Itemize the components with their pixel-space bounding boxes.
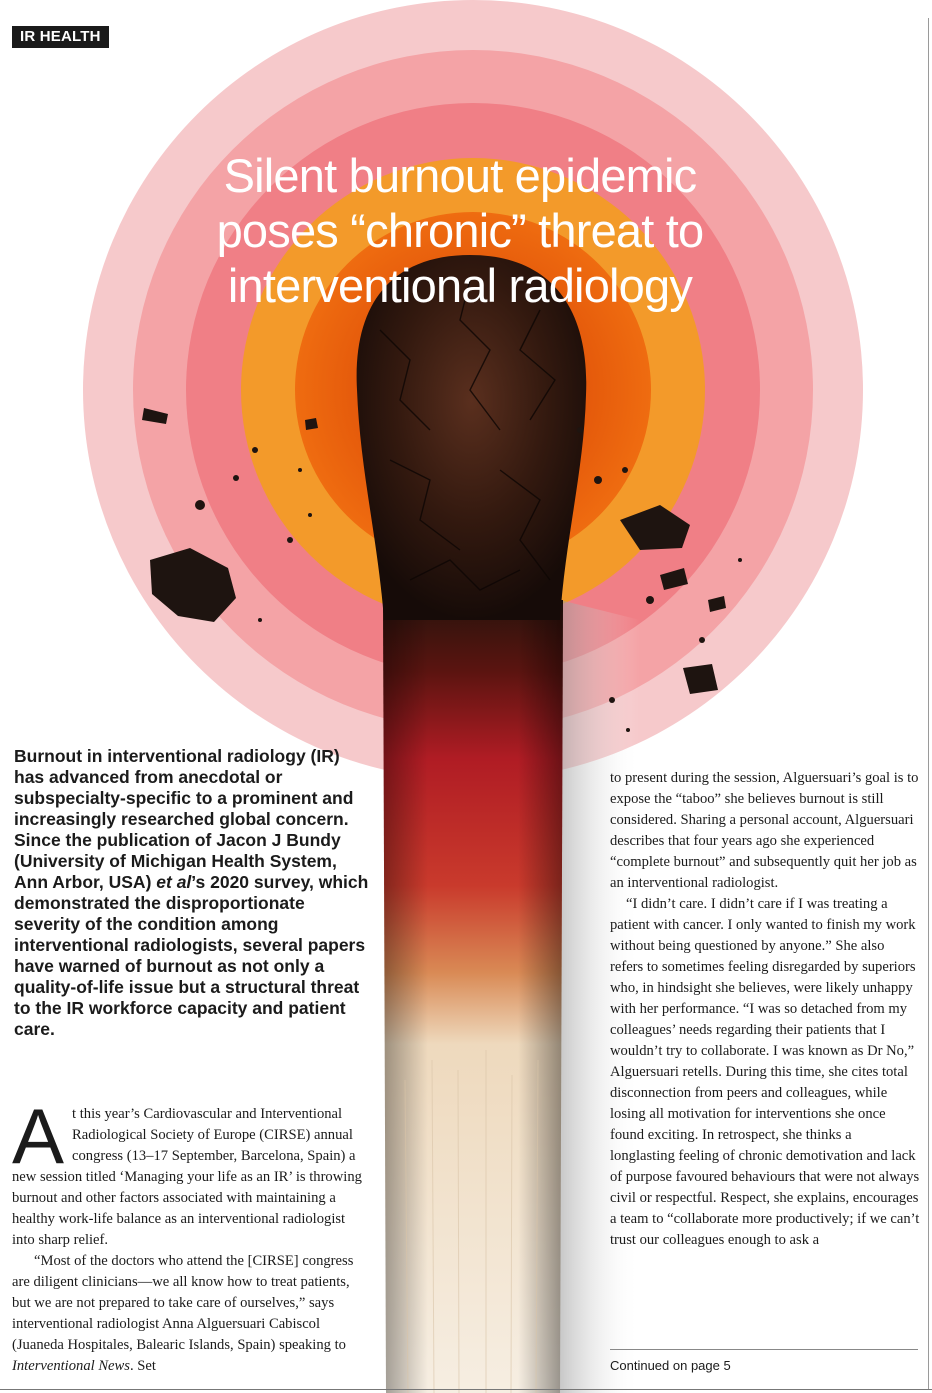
body-paragraph <box>12 1092 370 1251</box>
continued-rule <box>610 1349 918 1350</box>
standfirst-text-end: ’s 2020 survey, which demonstrated the disproportionate severity of the condition among interventional radiologists, several papers have warned of burnout as not only a quality-of-life issue but a structural threat to the IR workforce capacity and patient care. <box>14 872 369 1039</box>
drop-cap: A <box>12 1092 65 1180</box>
body-paragraph: “I didn’t care. I didn’t care if I was treating a patient with cancer. I only wanted to finish my work without being questioned by anyone.” She also refers to sometimes feeling disregarded by superiors who, in hindsight she believes, were likely unhappy with her performance. “I was so detached from my colleagues’ needs regarding their patients that I wouldn’t try to collaborate. I was known as Dr No,” Alguersuari retells. During this time, she cites total disconnection from peers and colleagues, while losing all motivation for interventions she once found exciting. In retrospect, she thinks a longlasting feeling of chronic demotivation and lack of purpose favoured behaviours that were not always civil or respectful. Respect, she explains, encourages a team to “collaborate more productively; if we can’t trust our colleagues enough to ask a <box>610 896 920 1248</box>
publication-name: Interventional News <box>12 1358 130 1374</box>
body-paragraph-text: “Most of the doctors who attend the [CIRSE] congress are diligent clinicians—we all know how to treat patients, but we are not prepared to take care of ourselves,” says interventional radiologist Anna Alguersuari Cabiscol (Juaneda Hospitales, Balearic Islands, Spain) speaking to <box>12 1253 354 1353</box>
body-column-right <box>610 768 920 1251</box>
page-bottom-rule <box>0 1389 932 1390</box>
section-tag: IR HEALTH <box>12 26 109 48</box>
headline: Silent burnout epidemic poses “chronic” threat to interventional radiology <box>216 149 704 312</box>
body-paragraph-text: t this year’s Cardiovascular and Interventional Radiological Society of Europe (CIRSE) annual congress (13–17 September, Barcelona, Spain) a new session titled ‘Managing your life as an IR’ is throwing burnout and other factors associated with maintaining a healthy work-life balance as an interventional radiologist into sharp relief. <box>12 1106 362 1248</box>
body-column-left <box>12 1092 370 1377</box>
standfirst-italic: et al <box>156 872 192 892</box>
body-paragraph: to present during the session, Alguersuari’s goal is to expose the “taboo” she believes burnout is still considered. Sharing a personal account, Alguersuari describes that four years ago she experienced “complete burnout” and subsequently quit her job as an interventional radiologist. <box>610 770 919 891</box>
continued-on-page-link[interactable]: Continued on page 5 <box>610 1358 731 1373</box>
standfirst-text: Burnout in interventional radiology (IR) has advanced from anecdotal or subspecialty-specific to a prominent and increasingly researched global concern. Since the publication of Jacon J Bundy (University of Michigan Health System, Ann Arbor, USA) <box>14 746 354 892</box>
column-rule <box>928 18 929 1390</box>
standfirst <box>14 746 369 1040</box>
body-paragraph-text-end: . Set <box>129 1358 156 1374</box>
body-paragraph <box>12 1251 370 1377</box>
